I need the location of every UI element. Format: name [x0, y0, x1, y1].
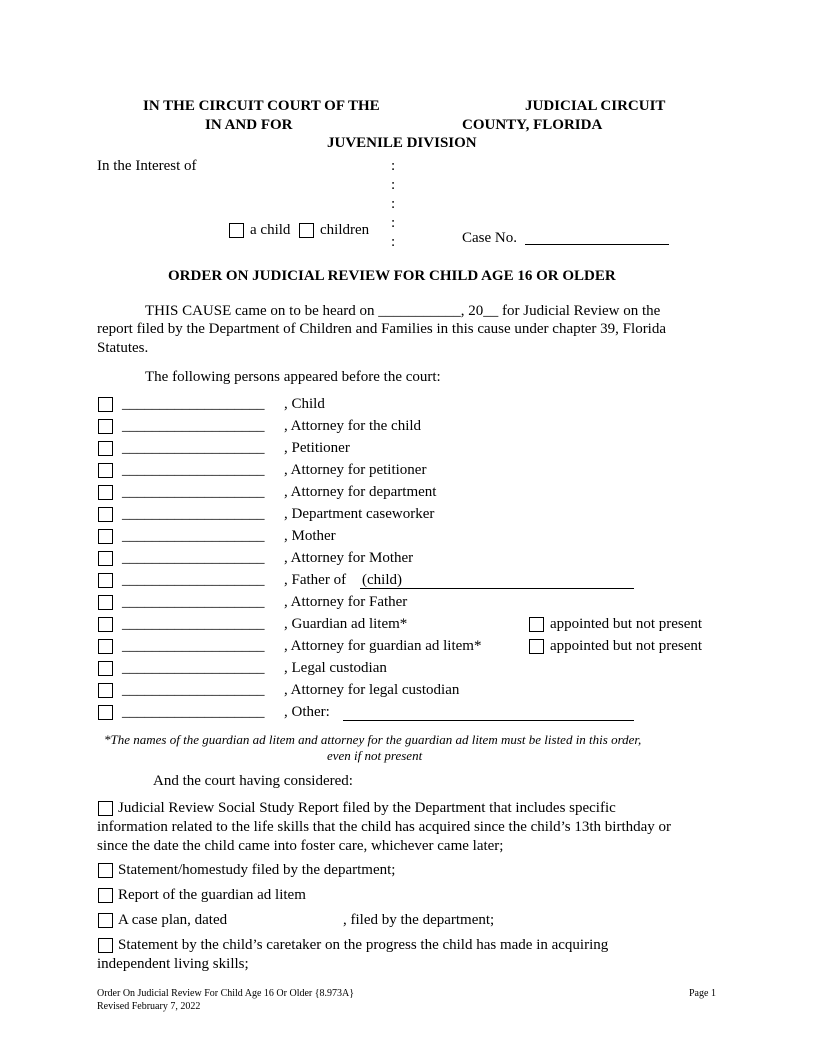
considered-item1-line1: Judicial Review Social Study Report filed by the Department that includes specific: [118, 800, 616, 816]
case-no-field[interactable]: [525, 244, 669, 245]
homestudy-checkbox[interactable]: [98, 863, 113, 878]
division-line: JUVENILE DIVISION: [327, 135, 477, 151]
person-role: , Petitioner: [284, 440, 350, 456]
caption-colon: :: [391, 177, 396, 193]
person-checkbox[interactable]: [98, 419, 113, 434]
person-checkbox[interactable]: [98, 529, 113, 544]
person-name-blank[interactable]: ___________________: [122, 594, 265, 610]
father-of-child-field[interactable]: [360, 588, 634, 589]
appeared-intro: The following persons appeared before the court:: [145, 369, 441, 385]
person-name-blank[interactable]: ___________________: [122, 682, 265, 698]
court-line1-left: IN THE CIRCUIT COURT OF THE: [143, 98, 380, 114]
court-line1-right: JUDICIAL CIRCUIT: [525, 98, 666, 114]
children-label: children: [320, 222, 370, 238]
footer-page: Page 1: [689, 988, 716, 999]
footnote-line1: *The names of the guardian ad litem and attorney for the guardian ad litem must be listed in this order,: [104, 732, 642, 747]
person-name-blank[interactable]: ___________________: [122, 484, 265, 500]
person-checkbox[interactable]: [98, 463, 113, 478]
person-name-blank[interactable]: ___________________: [122, 506, 265, 522]
person-name-blank[interactable]: ___________________: [122, 528, 265, 544]
person-checkbox[interactable]: [98, 397, 113, 412]
person-checkbox[interactable]: [98, 661, 113, 676]
case-plan-date-field[interactable]: [236, 912, 341, 931]
considered-item1-line2: information related to the life skills that the child has acquired since the child’s 13th birthday or: [97, 819, 672, 835]
person-name-blank[interactable]: ___________________: [122, 462, 265, 478]
case-no-label: Case No.: [462, 230, 517, 246]
caretaker-statement-checkbox[interactable]: [98, 938, 113, 953]
person-checkbox[interactable]: [98, 705, 113, 720]
children-checkbox[interactable]: [299, 223, 314, 238]
considered-item2: Statement/homestudy filed by the department;: [118, 862, 396, 878]
intro-line1: THIS CAUSE came on to be heard on ___________, 20__ for Judicial Review on the: [145, 303, 661, 319]
person-checkbox[interactable]: [98, 507, 113, 522]
person-checkbox[interactable]: [98, 485, 113, 500]
father-of-child-placeholder: (child): [362, 572, 402, 588]
considered-item4-post: , filed by the department;: [343, 912, 495, 928]
court-line2-right: COUNTY, FLORIDA: [462, 117, 603, 133]
caption-colon: :: [391, 234, 396, 250]
caption-colon: :: [391, 158, 396, 174]
person-name-blank[interactable]: ___________________: [122, 440, 265, 456]
person-role: , Attorney for Father: [284, 594, 408, 610]
person-checkbox[interactable]: [98, 441, 113, 456]
considered-item5-line2: independent living skills;: [97, 956, 249, 972]
appointed-not-present-checkbox[interactable]: [529, 639, 544, 654]
intro-line3: Statutes.: [97, 340, 149, 356]
person-role: , Father of: [284, 572, 347, 588]
considered-intro: And the court having considered:: [153, 773, 353, 789]
person-name-blank[interactable]: ___________________: [122, 572, 265, 588]
caption-colon: :: [391, 196, 396, 212]
gal-report-checkbox[interactable]: [98, 888, 113, 903]
person-role: , Attorney for the child: [284, 418, 422, 434]
intro-line2: report filed by the Department of Children and Families in this cause under chapter 39, Florida: [97, 321, 667, 337]
footer-revised: Revised February 7, 2022: [97, 1001, 201, 1012]
considered-item3: Report of the guardian ad litem: [118, 887, 306, 903]
person-role: , Department caseworker: [284, 506, 435, 522]
person-role: , Attorney for guardian ad litem*: [284, 638, 482, 654]
caption-colon: :: [391, 215, 396, 231]
person-checkbox[interactable]: [98, 617, 113, 632]
person-name-blank[interactable]: ___________________: [122, 704, 265, 720]
footnote-line2: even if not present: [327, 748, 423, 763]
a-child-checkbox[interactable]: [229, 223, 244, 238]
person-role: , Attorney for Mother: [284, 550, 414, 566]
person-role: , Child: [284, 396, 325, 412]
person-name-blank[interactable]: ___________________: [122, 660, 265, 676]
person-name-blank[interactable]: ___________________: [122, 418, 265, 434]
person-checkbox[interactable]: [98, 595, 113, 610]
person-role: , Attorney for petitioner: [284, 462, 427, 478]
person-role: , Attorney for department: [284, 484, 437, 500]
footer-form-name: Order On Judicial Review For Child Age 16 Or Older {8.973A}: [97, 988, 355, 999]
person-checkbox[interactable]: [98, 573, 113, 588]
person-role: , Attorney for legal custodian: [284, 682, 460, 698]
court-line2-left: IN AND FOR: [205, 117, 293, 133]
person-role: , Legal custodian: [284, 660, 387, 676]
person-role: , Mother: [284, 528, 336, 544]
person-checkbox[interactable]: [98, 551, 113, 566]
person-name-blank[interactable]: ___________________: [122, 616, 265, 632]
person-checkbox[interactable]: [98, 639, 113, 654]
case-plan-checkbox[interactable]: [98, 913, 113, 928]
appointed-not-present-label: appointed but not present: [550, 616, 703, 632]
social-study-checkbox[interactable]: [98, 801, 113, 816]
a-child-label: a child: [250, 222, 291, 238]
person-role: , Other:: [284, 704, 330, 720]
person-checkbox[interactable]: [98, 683, 113, 698]
considered-item5-line1: Statement by the child’s caretaker on the progress the child has made in acquiring: [118, 937, 609, 953]
person-name-blank[interactable]: ___________________: [122, 396, 265, 412]
other-field[interactable]: [343, 720, 634, 721]
person-name-blank[interactable]: ___________________: [122, 638, 265, 654]
person-role: , Guardian ad litem*: [284, 616, 408, 632]
appointed-not-present-label: appointed but not present: [550, 638, 703, 654]
in-interest-of-label: In the Interest of: [97, 158, 197, 174]
considered-item4-pre: A case plan, dated: [118, 912, 228, 928]
considered-item1-line3: since the date the child came into foster care, whichever came later;: [97, 838, 504, 854]
person-name-blank[interactable]: ___________________: [122, 550, 265, 566]
order-title: ORDER ON JUDICIAL REVIEW FOR CHILD AGE 16 OR OLDER: [168, 268, 616, 284]
appointed-not-present-checkbox[interactable]: [529, 617, 544, 632]
